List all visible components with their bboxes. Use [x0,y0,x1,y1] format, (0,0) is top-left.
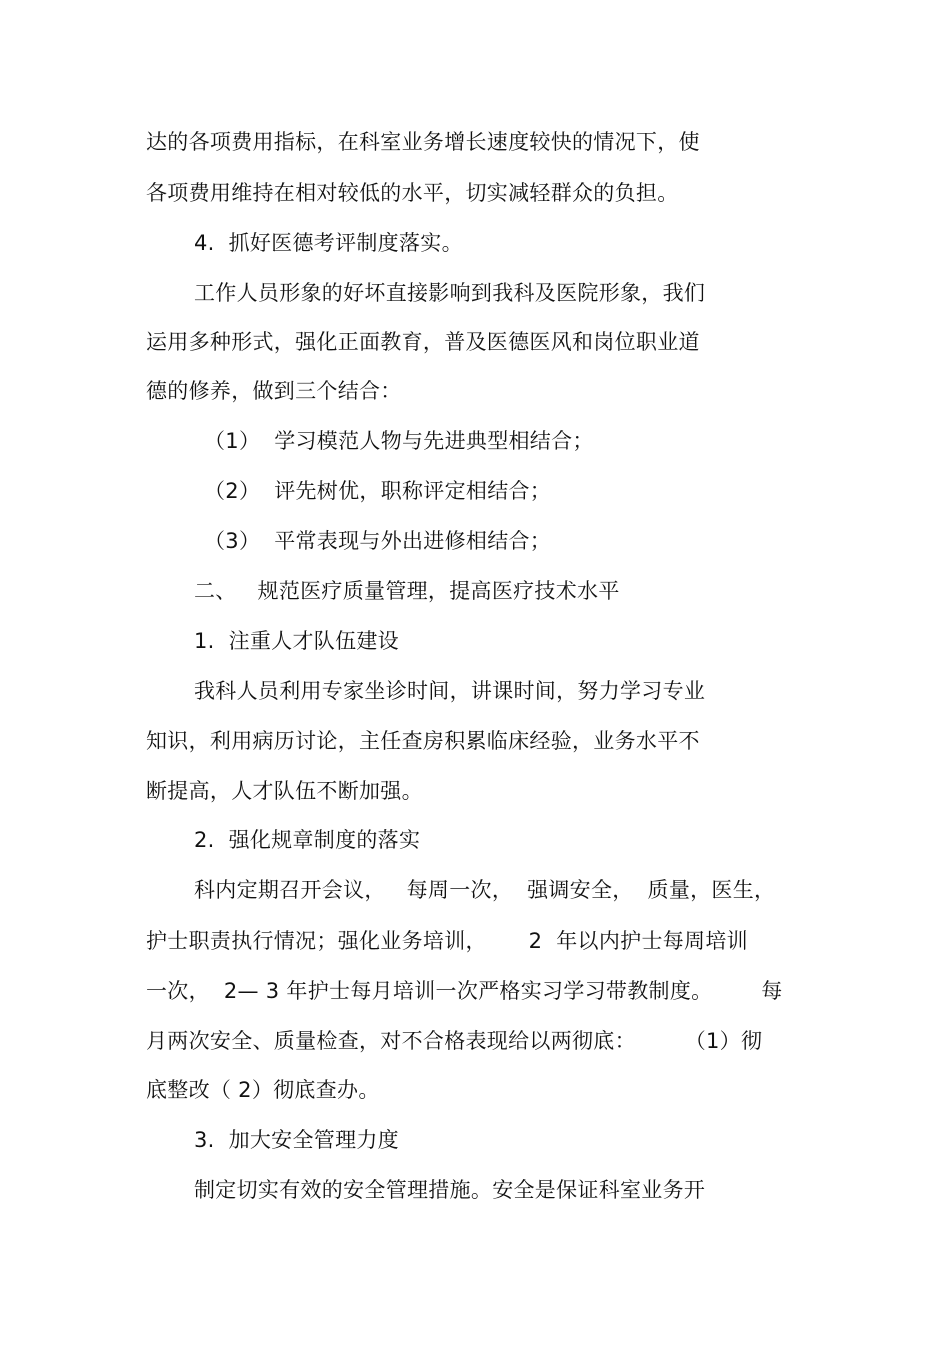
paragraph-line: 我科人员利用专家坐诊时间，讲课时间，努力学习专业 [194,679,706,703]
paragraph-line: 德的修养，做到三个结合： [146,379,402,403]
paragraph-line: 科内定期召开会议， 每周一次， 强调安全， 质量，医生， [194,878,776,902]
paragraph-line: 底整改（ 2）彻底查办。 [146,1078,380,1102]
paragraph-line: 月两次安全、质量检查，对不合格表现给以两彻底： （1）彻 [146,1029,763,1053]
paragraph-line: 工作人员形象的好坏直接影响到我科及医院形象，我们 [194,281,706,305]
list-item: （2） 评先树优，职称评定相结合； [204,479,552,503]
list-item: （1） 学习模范人物与先进典型相结合； [204,429,594,453]
list-heading: 3. 加大安全管理力度 [194,1128,399,1152]
paragraph-line: 断提高，人才队伍不断加强。 [146,779,423,803]
list-heading: 4. 抓好医德考评制度落实。 [194,231,463,255]
paragraph-line: 一次， 2— 3 年护士每月培训一次严格实习学习带教制度。 每 [146,979,783,1003]
list-heading: 1. 注重人才队伍建设 [194,629,399,653]
list-heading: 2. 强化规章制度的落实 [194,828,421,852]
paragraph-line: 制定切实有效的安全管理措施。安全是保证科室业务开 [194,1178,706,1202]
section-heading: 二、 规范医疗质量管理，提高医疗技术水平 [194,579,620,603]
paragraph-line: 护士职责执行情况；强化业务培训， 2 年以内护士每周培训 [146,929,748,953]
paragraph-line: 知识，利用病历讨论，主任查房积累临床经验，业务水平不 [146,729,700,753]
paragraph-line: 各项费用维持在相对较低的水平，切实减轻群众的负担。 [146,181,679,205]
paragraph-line: 运用多种形式，强化正面教育，普及医德医风和岗位职业道 [146,330,700,354]
paragraph-line: 达的各项费用指标，在科室业务增长速度较快的情况下，使 [146,130,700,154]
list-item: （3） 平常表现与外出进修相结合； [204,529,552,553]
